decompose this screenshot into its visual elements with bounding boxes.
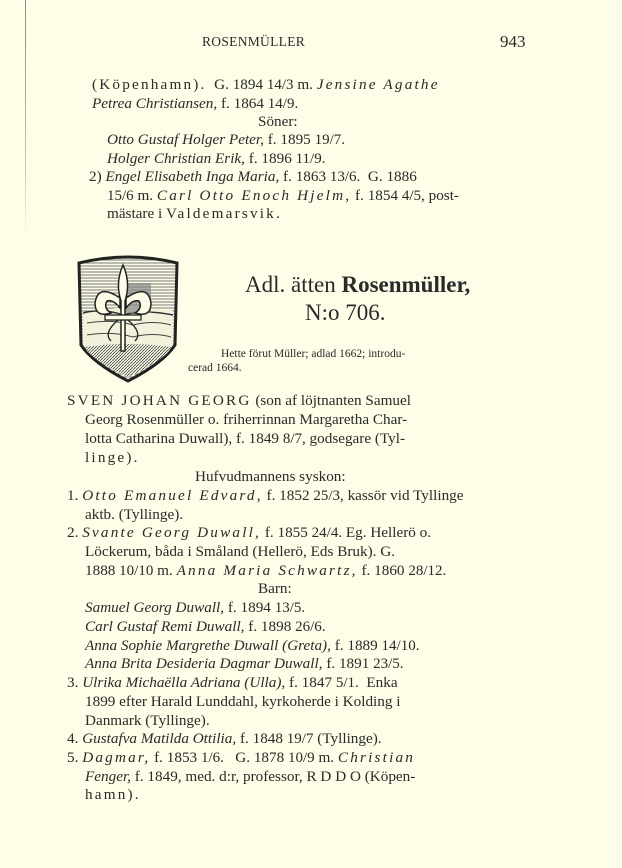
siblings-heading: Hufvudmannens syskon:	[195, 468, 346, 485]
sibling-entry-line-3: hamn).	[85, 786, 141, 803]
sibling-entry-line-2: 1899 efter Harald Lunddahl, kyrkoherde i Kolding i	[85, 693, 401, 710]
sibling-entry: 2. Svante Georg Duwall, f. 1855 24/4. Eg. Hellerö o.	[67, 524, 432, 541]
child-entry: Anna Brita Desideria Dagmar Duwall, f. 1891 23/5.	[85, 655, 404, 672]
head-of-family-line-2: Georg Rosenmüller o. friherrinnan Margaretha Char-	[85, 411, 408, 428]
sons-heading: Söner:	[258, 113, 298, 130]
family-number: N:o 706.	[305, 300, 386, 325]
sibling-entry: 4. Gustafva Matilda Ottilia, f. 1848 19/7 (Tyllinge).	[67, 730, 382, 747]
continuation-line-1: (Köpenhamn). G. 1894 14/3 m. Jensine Agathe	[92, 76, 440, 93]
page-number: 943	[500, 32, 526, 51]
running-title: ROSENMÜLLER	[202, 34, 306, 49]
family-note-line-1: Hette förut Müller; adlad 1662; introdu-	[221, 348, 406, 360]
sibling-entry-line-3: Danmark (Tyllinge).	[85, 712, 210, 729]
child-entry: Anna Sophie Margrethe Duwall (Greta), f. 1889 14/10.	[85, 637, 420, 654]
daughter-entry: 2) Engel Elisabeth Inga Maria, f. 1863 13/6. G. 1886	[89, 168, 417, 185]
head-of-family-line-1: SVEN JOHAN GEORG (son af löjtnanten Samuel	[67, 392, 411, 409]
head-of-family-line-4: linge).	[85, 449, 140, 466]
running-head	[0, 34, 622, 54]
sibling-entry-line-2: Löckerum, båda i Småland (Hellerö, Eds Bruk). G.	[85, 543, 395, 560]
head-of-family-line-3: lotta Catharina Duwall), f. 1849 8/7, godsegare (Tyl-	[85, 430, 406, 447]
family-note-line-2: cerad 1664.	[188, 362, 242, 374]
continuation-line-2: Petrea Christiansen, f. 1864 14/9.	[92, 95, 299, 112]
daughter-entry-line-2: 15/6 m. Carl Otto Enoch Hjelm, f. 1854 4/5, post-	[107, 187, 459, 204]
sibling-entry: 5. Dagmar, f. 1853 1/6. G. 1878 10/9 m. Christian	[67, 749, 416, 766]
sibling-entry: 3. Ulrika Michaëlla Adriana (Ulla), f. 1847 5/1. Enka	[67, 674, 398, 691]
sibling-entry: 1. Otto Emanuel Edvard, f. 1852 25/3, kassör vid Tyllinge	[67, 487, 464, 504]
children-heading: Barn:	[258, 580, 292, 597]
child-entry: Samuel Georg Duwall, f. 1894 13/5.	[85, 599, 306, 616]
coat-of-arms-shield-icon	[73, 253, 183, 386]
sibling-entry-line-2: Fenger, f. 1849, med. d:r, professor, R D D O (Köpen-	[85, 768, 416, 785]
child-entry: Carl Gustaf Remi Duwall, f. 1898 26/6.	[85, 618, 326, 635]
daughter-entry-line-3: mästare i Valdemarsvik.	[107, 205, 282, 222]
sibling-entry-line-3: 1888 10/10 m. Anna Maria Schwartz, f. 1860 28/12.	[85, 562, 447, 579]
family-title: Adl. ätten Rosenmüller,	[245, 272, 471, 297]
son-entry: Holger Christian Erik, f. 1896 11/9.	[107, 150, 326, 167]
son-entry: Otto Gustaf Holger Peter, f. 1895 19/7.	[107, 131, 345, 148]
sibling-entry-line-2: aktb. (Tyllinge).	[85, 506, 184, 523]
